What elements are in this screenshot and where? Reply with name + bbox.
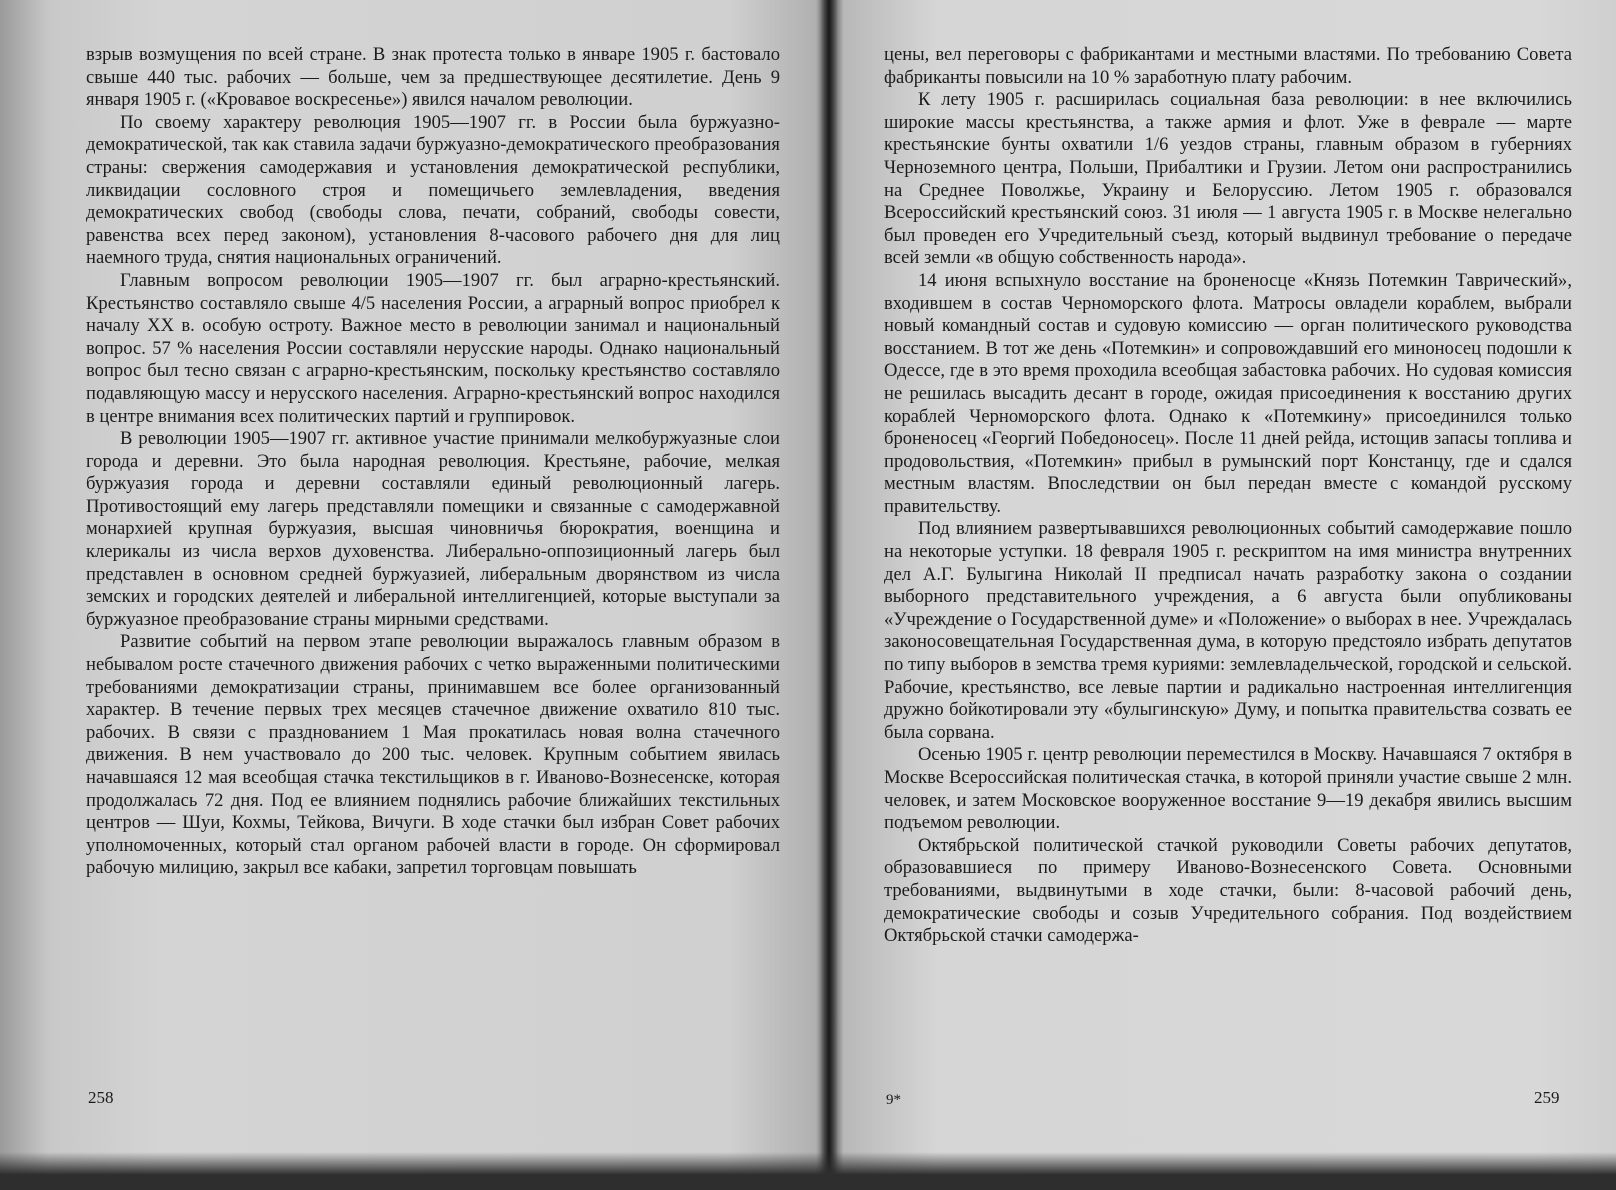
left-page	[86, 44, 780, 880]
paragraph: Осенью 1905 г. центр революции переместился в Москву. Начавшаяся 7 октября в Москве Всероссийская политическая стачка, в которой приняли участие свыше 2 млн. человек, и затем Московское вооруженное восстание 9—19 декабря явились высшим подъемом революции.	[884, 744, 1572, 834]
paragraph: взрыв возмущения по всей стране. В знак протеста только в январе 1905 г. бастовало свыше 440 тыс. рабочих — больше, чем за предшествующее десятилетие. День 9 января 1905 г. («Кровавое воскресенье») явился началом революции.	[86, 44, 780, 111]
paragraph: Октябрьской политической стачкой руководили Советы рабочих депутатов, образовавшиеся по примеру Иваново-Вознесенского Совета. Основными требованиями, выдвинутыми в ходе стачки, были: 8-часовой рабочий день, демократические свободы и созыв Учредительного собрания. Под воздействием Октябрьской стачки самодержа-	[884, 834, 1572, 947]
paragraph: По своему характеру революция 1905—1907 гг. в России была буржуазно-демократической, так как ставила задачи буржуазно-демократического преобразования страны: свержения самодержавия и установления демократической республики, ликвидации сословного строя и помещичьего землевладения, введения демократических свобод (свободы слова, печати, собраний, свободы совести, равенства всех перед законом), установления 8-часового рабочего дня для лиц наемного труда, снятия национальных ограничений.	[86, 111, 780, 269]
paragraph: Развитие событий на первом этапе революции выражалось главным образом в небывалом росте стачечного движения рабочих с четко выраженными политическими требованиями демократизации страны, принимавшем все более организованный характер. В течение первых трех месяцев стачечное движение охватило 810 тыс. рабочих. В связи с празднованием 1 Мая прокатилась новая волна стачечного движения. В нем участвовало до 200 тыс. человек. Крупным событием явилась начавшаяся 12 мая всеобщая стачка текстильщиков в г. Иваново-Вознесенске, которая продолжалась 72 дня. Под ее влиянием поднялись рабочие ближайших текстильных центров — Шуи, Кохмы, Тейкова, Вичуги. В ходе стачки был избран Совет рабочих уполномоченных, который стал органом рабочей власти в городе. Он сформировал рабочую милицию, закрыл все кабаки, запретил торговцам повышать	[86, 631, 780, 879]
page-number-left: 258	[88, 1088, 114, 1107]
page-bottom-shadow	[0, 1152, 1616, 1190]
right-page	[884, 44, 1572, 948]
paragraph: 14 июня вспыхнуло восстание на броненосце «Князь Потемкин Таврический», входившем в состав Черноморского флота. Матросы овладели кораблем, выбрали новый командный состав и судовую комиссию — орган политического руководства восстанием. В тот же день «Потемкин» и сопровождавший его миноносец подошли к Одессе, где в это время проходила всеобщая забастовка рабочих. Но судовая комиссия не решилась высадить десант в городе, ожидая присоединения к восстанию других кораблей Черноморского флота. Однако к «Потемкину» присоединился только броненосец «Георгий Победоносец». После 11 дней рейда, истощив запасы топлива и продовольствия, «Потемкин» прибыл в румынский порт Констанцу, где и сдался местным властям. Впоследствии он был передан вместе с командой русскому правительству.	[884, 269, 1572, 517]
paragraph: К лету 1905 г. расширилась социальная база революции: в нее включились широкие массы крестьянства, а также армия и флот. Уже в феврале — марте крестьянские бунты охватили 1/6 уездов страны, главным образом в губерниях Черноземного центра, Польши, Прибалтики и Грузии. Летом они распространились на Среднее Поволжье, Украину и Белоруссию. Летом 1905 г. образовался Всероссийский крестьянский союз. 31 июля — 1 августа 1905 г. в Москве нелегально был проведен его Учредительный съезд, который выдвинул требование о передаче всей земли «в общую собственность народа».	[884, 89, 1572, 269]
paragraph: В революции 1905—1907 гг. активное участие принимали мелкобуржуазные слои города и деревни. Это была народная революция. Крестьяне, рабочие, мелкая буржуазия города и деревни составляли единый революционный лагерь. Противостоящий ему лагерь представляли помещики и связанные с самодержавной монархией крупная буржуазия, высшая чиновничья бюрократия, военщина и клерикалы из числа верхов духовенства. Либерально-оппозиционный лагерь был представлен в основном средней буржуазией, либеральным дворянством из числа земских и городских деятелей и либеральной интеллигенцией, которые выступали за буржуазное преобразование страны мирными средствами.	[86, 428, 780, 630]
paragraph: Главным вопросом революции 1905—1907 гг. был аграрно-крестьянский. Крестьянство составляло свыше 4/5 населения России, а аграрный вопрос приобрел к началу XX в. особую остроту. Важное место в революции занимал и национальный вопрос. 57 % населения России составляли нерусские народы. Однако национальный вопрос был тесно связан с аграрно-крестьянским, поскольку крестьянство составляло подавляющую массу и нерусского населения. Аграрно-крестьянский вопрос находился в центре внимания всех политических партий и группировок.	[86, 269, 780, 427]
signature-mark: 9*	[886, 1092, 901, 1108]
page-number-right: 259	[1534, 1088, 1560, 1107]
paragraph: цены, вел переговоры с фабрикантами и местными властями. По требованию Совета фабриканты повысили на 10 % заработную плату рабочим.	[884, 44, 1572, 88]
book-gutter	[820, 0, 838, 1190]
paragraph: Под влиянием развертывавшихся революционных событий самодержавие пошло на некоторые уступки. 18 февраля 1905 г. рескриптом на имя министра внутренних дел А.Г. Булыгина Николай II предписал начать разработку закона о создании выборного представительного учреждения, а 6 августа были опубликованы «Учреждение о Государственной думе» и «Положение» о выборах в нее. Учреждалась законосовещательная Государственная дума, в которую предстояло избрать депутатов по типу выборов в земства тремя куриями: землевладельческой, городской и сельской. Рабочие, крестьянство, все левые партии и радикально настроенная интеллигенция дружно бойкотировали эту «булыгинскую» Думу, и попытка правительства созвать ее была сорвана.	[884, 518, 1572, 743]
